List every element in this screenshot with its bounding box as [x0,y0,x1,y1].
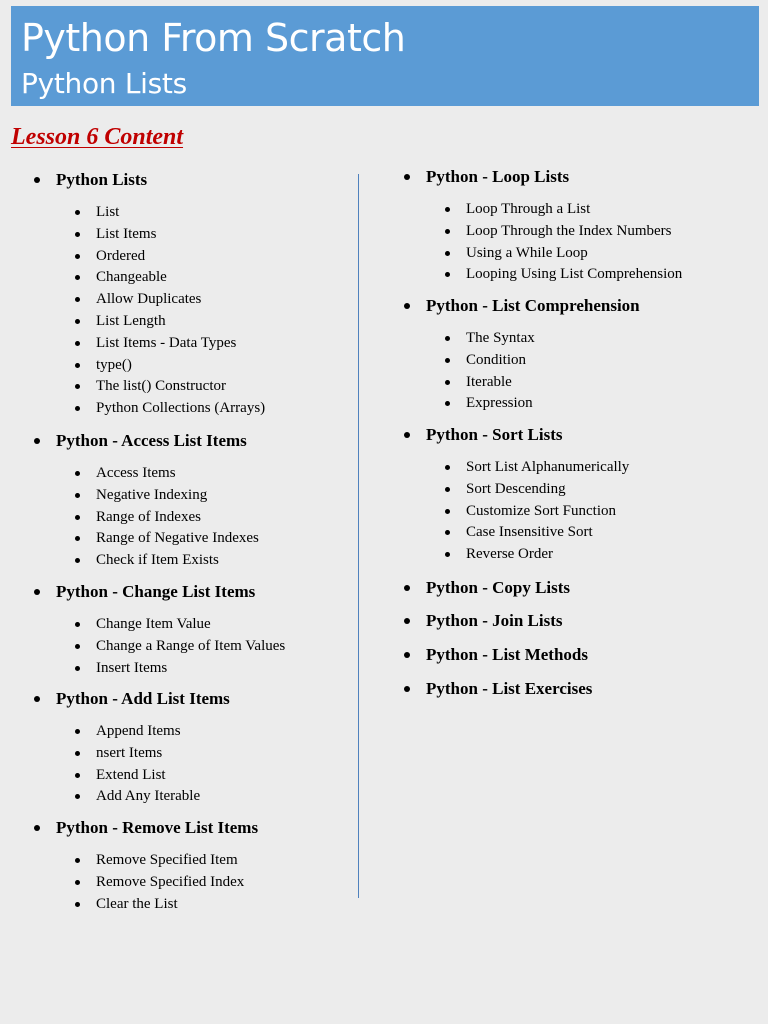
list-item: Reverse Order [370,544,768,566]
section-python-lists [0,169,356,420]
list-item: Iterable [370,372,768,394]
section-sort-lists [370,424,768,566]
list-item: Extend List [0,765,356,787]
section-title: Python - Sort Lists [370,424,768,446]
section-title: Python - Copy Lists [370,577,768,599]
list-item: List Length [0,311,356,333]
bullet-icon [75,319,80,324]
bullet-icon [404,174,410,180]
bullet-icon [445,229,450,234]
bullet-icon [445,465,450,470]
list-item: Insert Items [0,658,356,680]
list-item: Loop Through the Index Numbers [370,221,768,243]
list-item: The Syntax [370,328,768,350]
list-item: Clear the List [0,894,356,916]
list-item: Python Collections (Arrays) [0,398,356,420]
bullet-icon [34,177,40,183]
list-item: Ordered [0,246,356,268]
bullet-icon [75,751,80,756]
section-title: Python - Add List Items [0,688,356,710]
list-item: Condition [370,350,768,372]
list-item: Range of Negative Indexes [0,528,356,550]
bullet-icon [404,652,410,658]
section-items [0,614,356,679]
bullet-icon [445,530,450,535]
section-list-comprehension [370,295,768,415]
list-item: The list() Constructor [0,376,356,398]
bullet-icon [75,341,80,346]
bullet-icon [75,493,80,498]
bullet-icon [445,336,450,341]
bullet-icon [404,303,410,309]
section-title: Python - Join Lists [370,610,768,632]
section-title: Python - List Methods [370,644,768,666]
list-item: List [0,202,356,224]
bullet-icon [445,487,450,492]
bullet-icon [75,622,80,627]
bullet-icon [445,207,450,212]
list-item: Allow Duplicates [0,289,356,311]
bullet-icon [445,358,450,363]
section-title: Python - Loop Lists [370,166,768,188]
bullet-icon [75,794,80,799]
list-item: Sort Descending [370,479,768,501]
bullet-icon [34,825,40,831]
bullet-icon [75,558,80,563]
section-title: Python Lists [0,169,356,191]
list-item: Changeable [0,267,356,289]
section-list-exercises [370,678,768,700]
bullet-icon [404,618,410,624]
section-title: Python - List Comprehension [370,295,768,317]
section-access-list-items [0,430,356,572]
bullet-icon [75,666,80,671]
bullet-icon [404,686,410,692]
bullet-icon [34,589,40,595]
section-copy-lists [370,577,768,599]
bullet-icon [75,210,80,215]
list-item: List Items [0,224,356,246]
list-item: Remove Specified Index [0,872,356,894]
bullet-icon [445,251,450,256]
bullet-icon [75,729,80,734]
list-item: List Items - Data Types [0,333,356,355]
list-item: Customize Sort Function [370,501,768,523]
bullet-icon [445,552,450,557]
bullet-icon [75,536,80,541]
bullet-icon [75,297,80,302]
list-item: Change Item Value [0,614,356,636]
section-items [0,463,356,572]
section-title: Python - Change List Items [0,581,356,603]
bullet-icon [75,363,80,368]
bullet-icon [75,275,80,280]
section-title: Python - Remove List Items [0,817,356,839]
header-banner [11,6,759,106]
bullet-icon [75,902,80,907]
bullet-icon [445,401,450,406]
section-remove-list-items [0,817,356,915]
list-item: Add Any Iterable [0,786,356,808]
bullet-icon [404,432,410,438]
bullet-icon [75,858,80,863]
bullet-icon [34,696,40,702]
list-item: nsert Items [0,743,356,765]
section-title: Python - Access List Items [0,430,356,452]
section-items [370,199,768,286]
bullet-icon [75,471,80,476]
list-item: Remove Specified Item [0,850,356,872]
section-change-list-items [0,581,356,679]
list-item: Case Insensitive Sort [370,522,768,544]
bullet-icon [75,880,80,885]
section-list-methods [370,644,768,666]
bullet-icon [75,406,80,411]
section-items [370,328,768,415]
section-loop-lists [370,166,768,286]
lesson-heading: Lesson 6 Content [11,124,184,150]
bullet-icon [75,515,80,520]
bullet-icon [75,773,80,778]
bullet-icon [445,509,450,514]
section-items [0,202,356,420]
bullet-icon [445,272,450,277]
section-items [0,721,356,808]
section-items [0,850,356,915]
bullet-icon [75,232,80,237]
bullet-icon [75,254,80,259]
list-item: Negative Indexing [0,485,356,507]
section-join-lists [370,610,768,632]
section-add-list-items [0,688,356,808]
bullet-icon [445,380,450,385]
page-title: Python From Scratch [21,16,406,60]
list-item: Append Items [0,721,356,743]
list-item: Access Items [0,463,356,485]
list-item: Using a While Loop [370,243,768,265]
section-items [370,457,768,566]
list-item: Looping Using List Comprehension [370,264,768,286]
list-item: type() [0,355,356,377]
bullet-icon [404,585,410,591]
list-item: Range of Indexes [0,507,356,529]
list-item: Loop Through a List [370,199,768,221]
column-divider [358,174,359,898]
bullet-icon [75,644,80,649]
bullet-icon [75,384,80,389]
section-title: Python - List Exercises [370,678,768,700]
page-subtitle: Python Lists [21,67,187,100]
list-item: Change a Range of Item Values [0,636,356,658]
list-item: Check if Item Exists [0,550,356,572]
list-item: Expression [370,393,768,415]
list-item: Sort List Alphanumerically [370,457,768,479]
bullet-icon [34,438,40,444]
